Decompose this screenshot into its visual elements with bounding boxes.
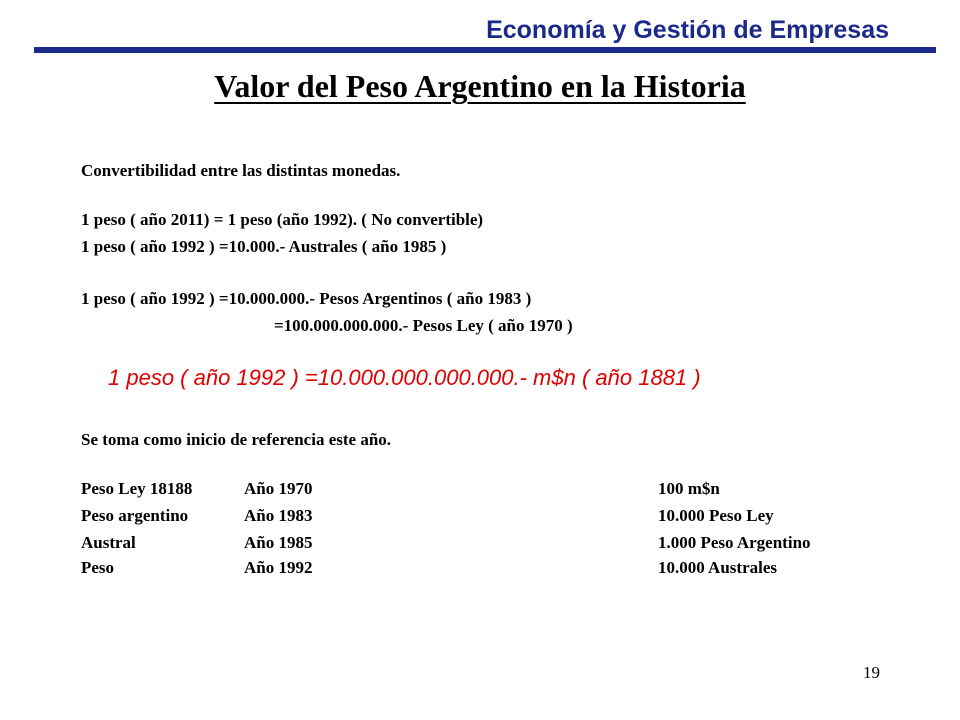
currency-year: Año 1983: [244, 506, 313, 525]
currency-equivalence: 1.000 Peso Argentino: [658, 533, 811, 552]
page-title-text: Valor del Peso Argentino en la Historia: [214, 68, 746, 104]
currency-name: Peso Ley 18188: [81, 479, 193, 498]
conversion-line-1970: =100.000.000.000.- Pesos Ley ( año 1970 ): [274, 316, 573, 335]
intro-text: Convertibilidad entre las distintas monedas.: [81, 161, 401, 180]
page-title: [0, 68, 960, 105]
highlight-conversion: 1 peso ( año 1992 ) =10.000.000.000.000.- m$n ( año 1881 ): [108, 365, 701, 390]
currency-equivalence: 10.000 Peso Ley: [658, 506, 774, 525]
currency-equivalence: 10.000 Australes: [658, 558, 777, 577]
conversion-line-1983: 1 peso ( año 1992 ) =10.000.000.- Pesos Argentinos ( año 1983 ): [81, 289, 532, 308]
conversion-line-2011: 1 peso ( año 2011) = 1 peso (año 1992). ( No convertible): [81, 210, 484, 229]
currency-name: Peso: [81, 558, 115, 577]
header-rule: [34, 47, 936, 53]
page-number: 19: [863, 663, 880, 682]
conversion-line-1985: 1 peso ( año 1992 ) =10.000.- Australes ( año 1985 ): [81, 237, 447, 256]
currency-name: Peso argentino: [81, 506, 189, 525]
header-brand: Economía y Gestión de Empresas: [486, 16, 889, 44]
reference-text: Se toma como inicio de referencia este año.: [81, 430, 392, 449]
currency-equivalence: 100 m$n: [658, 479, 720, 498]
currency-year: Año 1970: [244, 479, 313, 498]
currency-year: Año 1985: [244, 533, 313, 552]
currency-year: Año 1992: [244, 558, 313, 577]
currency-name: Austral: [81, 533, 136, 552]
